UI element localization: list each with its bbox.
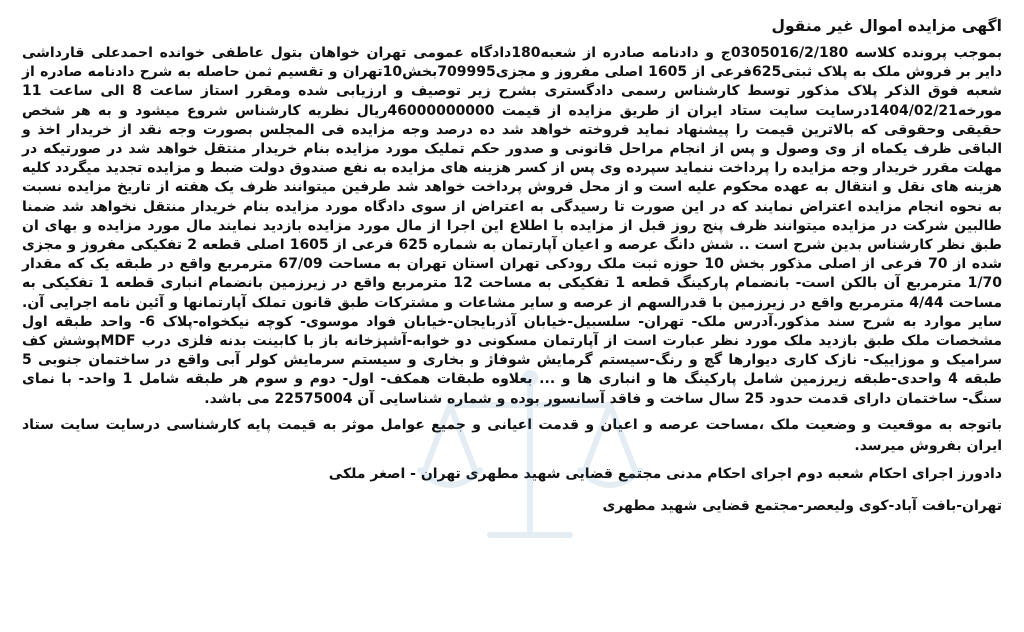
notice-signature: دادورز اجرای احکام شعبه دوم اجرای احکام مدنی مجتمع قضایی شهید مطهری تهران - اصغر ملکی	[328, 465, 1002, 482]
notice-body: بموجب پرونده کلاسه 0305016/2/180ج و دادنامه صادره از شعبه180دادگاه عمومی تهران خواهان بتول عاطفی خوانده احمدعلی قارداشی دایر بر فروش ملک به پلاک ثبتی625فرعی از 1605 اصلی مفروز و مجزی709995بخش10تهران و تقسیم ثمن حاصله به شرح دادنامه صادره از شعبه فوق الذکر پلاک مذکور توسط کارشناس رسمی دادگستری بشرح زیر توصیف و ارزیابی شده ومقرر استاز ساعت 8 الی ساعت 11 مورخه1404/02/21درسایت سایت ستاد ایران از طریق مزایده از قیمت 46000000000ریال نظریه کارشناس شروع میشود و به هر شخص حقیقی وحقوقی که بالاترین قیمت را پیشنهاد نماید فروخته خواهد شد ده درصد وجه مزایده فی المجلس بصورت وجه نقد از خریدار اخذ و الباقی ظرف یکماه از وی وصول و پس از انجام مراحل قانونی و صدور حکم تملیک مورد مزایده بنام خریدار منتقل خواهد شد در صورتیکه در مهلت مقرر خریدار وجه مزایده را پرداخت ننماید سپرده وی پس از کسر هزینه های مزایده به نفع صندوق دولت ضبط و مزایده تجدید میگردد کلیه هزینه های نقل و انتقال به عهده محکوم علیه است و از محل فروش پرداخت خواهد شد طرفین میتوانند ظرف یک هفته از تاریخ مزایده نسبت به نحوه انجام مزایده اعتراض نمایند که در این صورت تا رسیدگی به اعتراض از سوی دادگاه مورد مزایده بنام خریدار منتقل نخواهد شد ضمنا طالبین شرکت در مزایده میتوانند ظرف پنج روز قبل از مزایده با اطلاع این اجرا از مال مورد مزایده بازدید نمایند مال مورد مزایده و بهای ان طبق نظر کارشناس بدین شرح است .. شش دانگ عرصه و اعیان آپارتمان به شماره 625 فرعی از 1605 اصلی قطعه 2 تفکیکی مفروز و مجزی شده از 70 فرعی از اصلی مذکور بخش 10 حوزه ثبت ملک رودکی تهران استان تهران به مساحت 67/09 مترمربع واقع در طبقه یک که مقدار 1/70 مترمربع آن بالکن است- بانضمام پارکینگ قطعه 1 تفکیکی به مساحت 12 مترمربع واقع در زیرزمین بانضمام انباری قطعه 1 تفکیکی به مساحت 4/44 مترمربع واقع در زیرزمین با قدرالسهم از عرصه و سایر مشاعات و مشترکات طبق قانون تملک آپارتمانها و آئین نامه اجرایی آن. سایر موارد به شرح سند مذکور.آدرس ملک- تهران- سلسبیل-خیابان آذربایجان-خیابان فواد موسوی- کوچه نیکخواه-پلاک 6- واحد طبقه اول مشخصات ملک طبق بازدید ملک مورد نظر عبارت است از آپارتمان مسکونی دو خوابه-آشپزخانه باز با کابینت بدنه فلزی درب MDFپوشش کف سرامیک و موزاییک- نازک کاری دیوارها گچ و رنگ-سیستم گرمایش شوفاژ و بخاری و سیستم سرمایش کولر آبی واقع در ساختمان جنوبی 5 طبقه 4 واحدی-طبقه زیرزمین شامل پارکینگ ها و انباری ها و ... بعلاوه طبقات همکف- اول- دوم و سوم هر طبقه شامل 1 واحد- با نمای سنگ- ساختمان دارای قدمت حدود 25 سال ساخت و فاقد آسانسور بوده و شماره شناسایی آن 22575004 می باشد.	[22, 45, 1003, 407]
notice-address: تهران-بافت آباد-کوی ولیعصر-مجتمع قضایی شهید مطهری	[602, 497, 1002, 514]
notice-sale-basis: باتوجه به موقعیت و وضعیت ملک ،مساحت عرصه و اعیان و قدمت اعیانی و جمیع عوامل موثر به قیمت پایه کارشناسی درسایت سایت ستاد ایران بفروش میرسد.	[22, 416, 1002, 454]
notice-title: اگهی مزایده اموال غیر منقول	[771, 17, 1002, 35]
